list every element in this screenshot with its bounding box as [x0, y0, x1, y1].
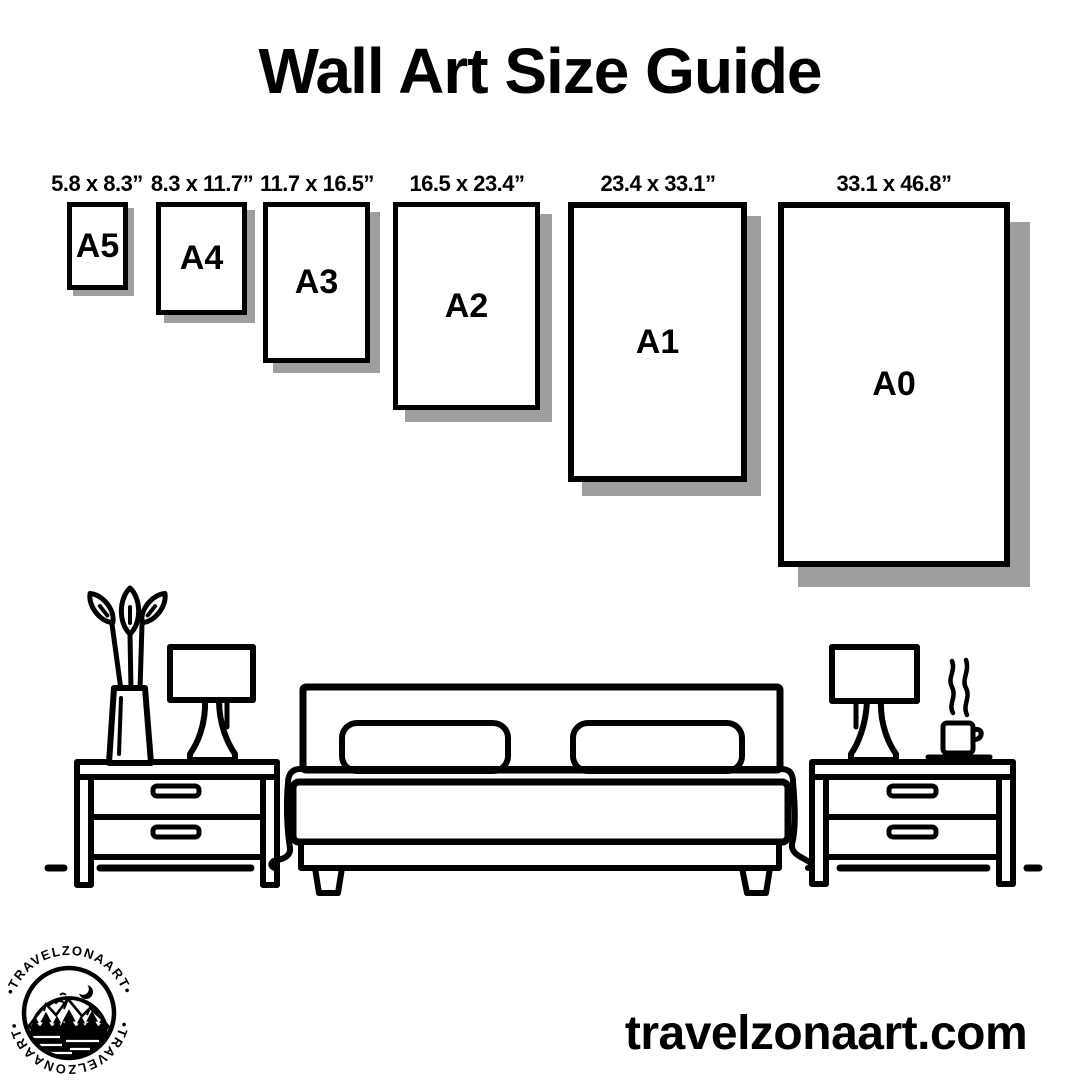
drawer-handle — [153, 786, 199, 796]
lamp-shade — [170, 647, 253, 700]
size-dimensions-label-a5: 5.8 x 8.3” — [51, 171, 143, 196]
bedroom-illustration — [0, 572, 1080, 902]
website-url: travelzonaart.com — [624, 1007, 1028, 1060]
logo-arc-text-bottom: •TRAVELZONAART• — [5, 1020, 133, 1078]
logo-bird-icon — [60, 994, 66, 996]
paper-box-a5 — [67, 202, 128, 290]
drawer-handle — [889, 827, 936, 837]
paper-box-a3 — [263, 202, 370, 363]
paper-box-a1 — [568, 202, 747, 482]
vase — [109, 688, 151, 763]
paper-box-a2 — [393, 202, 540, 410]
paper-box-a0 — [778, 202, 1010, 567]
size-dimensions-label-a0: 33.1 x 46.8” — [836, 171, 952, 196]
bed-leg — [315, 868, 342, 893]
size-code-a1: A1 — [635, 322, 680, 361]
drawer-handle — [889, 786, 936, 796]
bed-base — [301, 842, 779, 868]
size-dimensions-label-a1: 23.4 x 33.1” — [600, 171, 716, 196]
pillow — [342, 723, 508, 771]
coffee-cup-icon — [928, 660, 990, 757]
page-title: Wall Art Size Guide — [258, 35, 822, 107]
pillow — [573, 723, 742, 771]
size-code-a0: A0 — [872, 365, 916, 403]
size-code-a5: A5 — [75, 226, 120, 265]
plant-icon — [84, 588, 170, 763]
paper-box-a4 — [156, 202, 247, 315]
blanket-drape — [792, 782, 812, 868]
size-dimensions-label-a3: 11.7 x 16.5” — [260, 171, 374, 196]
lamp-shade — [832, 647, 917, 701]
size-dimensions-label-a4: 8.3 x 11.7” — [150, 171, 254, 196]
mattress — [293, 782, 788, 842]
brand-logo — [2, 932, 138, 1080]
size-code-a3: A3 — [294, 263, 339, 301]
left-table-lamp-icon — [170, 647, 253, 760]
right-table-lamp-icon — [832, 647, 917, 760]
logo-arc-text-top: •TRAVELZONAART• — [2, 942, 136, 997]
bed — [271, 687, 811, 893]
drawer-handle — [153, 827, 199, 837]
steam — [964, 660, 967, 715]
cup-body — [943, 723, 973, 753]
steam — [950, 661, 953, 713]
size-dimensions-label-a2: 16.5 x 23.4” — [409, 171, 525, 196]
size-code-a4: A4 — [179, 239, 224, 277]
bed-leg — [742, 868, 770, 893]
size-code-a2: A2 — [444, 286, 489, 325]
